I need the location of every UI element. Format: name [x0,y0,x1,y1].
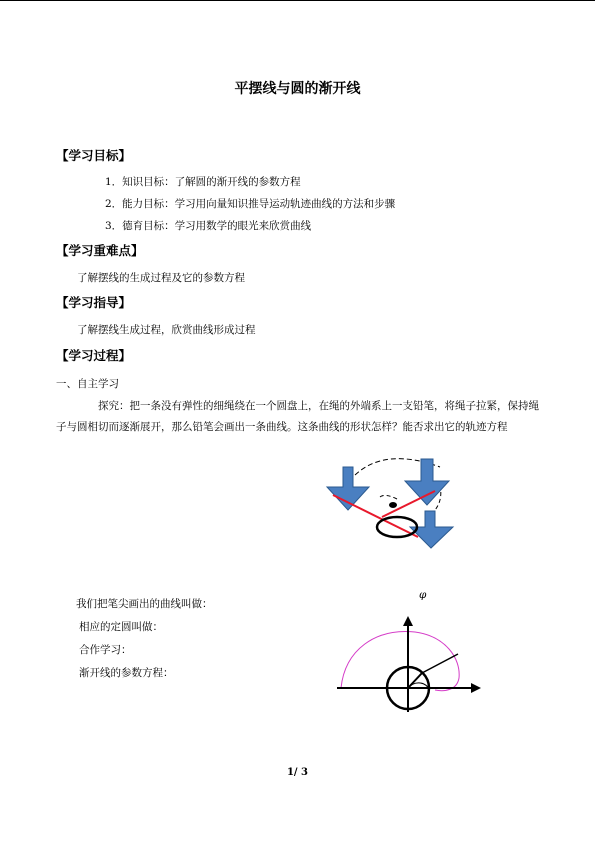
arrow-left [327,467,369,510]
rope-unwinding-figure [325,455,475,555]
question-involute-equation: 渐开线的参数方程： [79,667,174,679]
explore-paragraph [56,396,544,438]
y-axis-arrow [403,616,413,626]
key-points-heading: 【学习重难点】 [56,243,144,258]
guide-heading: 【学习指导】 [56,295,132,310]
page-top-rule [0,0,595,1]
involute-figure [335,610,485,715]
explore-text: 探究：把一条没有弹性的细绳绕在一个圆盘上，在绳的外端系上一支铅笔，将绳子拉紧，保持绳子与圆相切而逐渐展开，那么铅笔会画出一条曲线。这条曲线的形状怎样？能否求出它的轨迹方程 [56,400,539,433]
goals-heading: 【学习目标】 [56,148,132,163]
page-title: 平摆线与圆的渐开线 [234,81,361,97]
tangent-line-long [333,495,418,537]
rope-arc-inner [380,495,397,499]
goal-item-1: 1．知识目标：了解圆的渐开线的参数方程 [105,176,301,188]
question-circle-name: 相应的定圆叫做： [79,621,163,633]
cooperative-learning-label: 合作学习： [79,644,132,656]
guide-text: 了解摆线生成过程，欣赏曲线形成过程 [77,324,256,336]
process-heading: 【学习过程】 [56,348,132,363]
page-number: 1/ 3 [286,767,309,778]
pencil-tip [389,502,397,508]
self-study-subheading: 一、自主学习 [56,378,119,390]
involute-curve [341,632,459,691]
arrow-top-right [405,459,449,505]
phi-symbol: φ [419,589,427,601]
question-curve-name: 我们把笔尖画出的曲线叫做： [76,598,213,610]
tangent-segment [422,654,458,673]
goal-item-3: 3．德育目标：学习用数学的眼光来欣赏曲线 [105,220,312,232]
x-axis-arrow [471,683,481,693]
goal-item-2: 2．能力目标：学习用向量知识推导运动轨迹曲线的方法和步骤 [105,198,396,210]
key-points-text: 了解摆线的生成过程及它的参数方程 [77,272,245,284]
